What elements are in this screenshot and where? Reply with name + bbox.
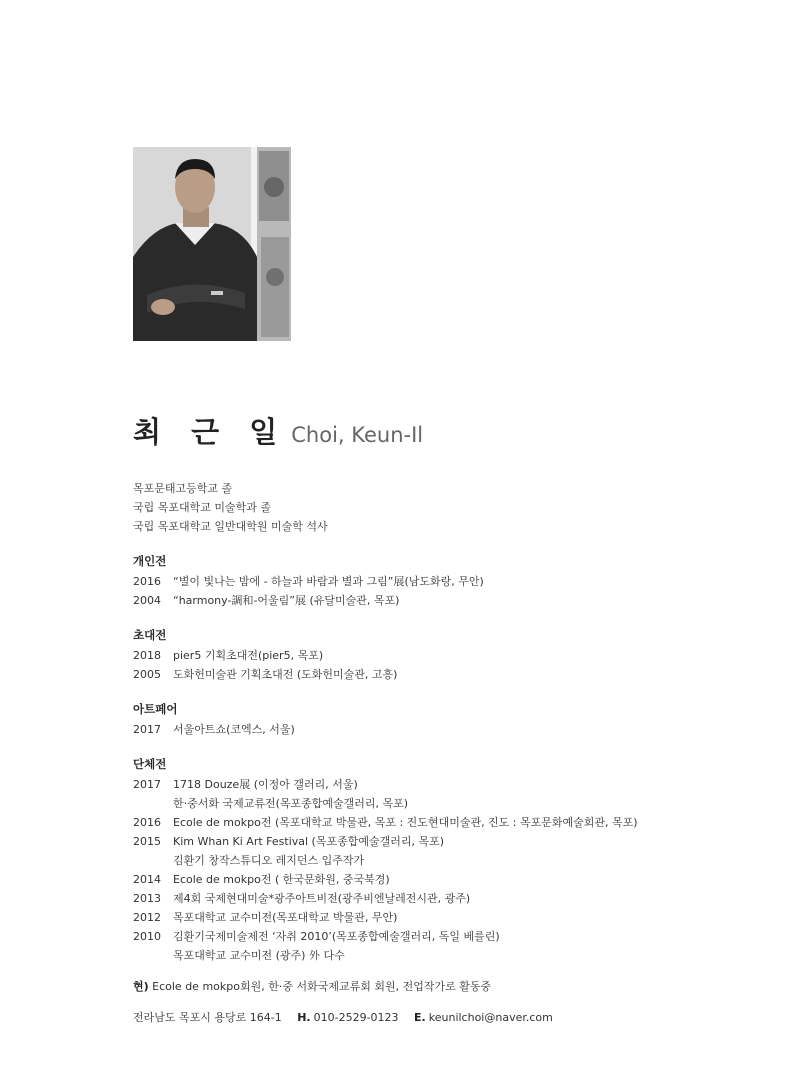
entry-year: 2016 — [133, 816, 161, 829]
section-invited-exhibitions — [133, 626, 773, 684]
current-text: Ecole de mokpo회원, 한·중 서화국제교류회 회원, 전업작가로 활동중 — [148, 980, 492, 993]
entry-text: 제4회 국제현대미술*광주아트비전(광주비엔날레전시관, 광주) — [173, 892, 471, 905]
current-status — [133, 977, 773, 996]
section-group-exhibitions — [133, 755, 773, 965]
section-title: 초대전 — [133, 628, 167, 642]
exhibition-entry — [133, 832, 773, 851]
entry-year: 2014 — [133, 873, 161, 886]
contact-info — [133, 1008, 773, 1027]
contact-email: keunilchoi@naver.com — [428, 1011, 553, 1024]
artist-name-korean: 최 근 일 — [133, 415, 288, 449]
exhibition-entry — [133, 870, 773, 889]
email-label: E. — [414, 1011, 426, 1024]
education-item: 목포문태고등학교 졸 — [133, 482, 233, 495]
exhibition-entry — [133, 927, 773, 946]
entry-text: “별이 빛나는 밤에 - 하늘과 바람과 별과 그림”展(남도화랑, 무안) — [173, 575, 484, 588]
entry-text: “harmony-調和-어울림”展 (유달미술관, 목포) — [173, 594, 400, 607]
entry-year: 2017 — [133, 723, 161, 736]
entry-year: 2015 — [133, 835, 161, 848]
entry-year — [133, 851, 173, 870]
contact-address: 전라남도 목포시 용당로 164-1 — [133, 1011, 282, 1024]
exhibition-entry — [133, 591, 773, 610]
entry-text: 1718 Douze展 (이정아 갤러리, 서울) — [173, 778, 358, 791]
entry-year: 2004 — [133, 594, 161, 607]
phone-label: H. — [297, 1011, 311, 1024]
entry-year: 2012 — [133, 911, 161, 924]
exhibition-entry — [133, 794, 773, 813]
entry-text: 김환기국제미술제전 ‘자취 2010’(목포종합예술갤러리, 독일 베를린) — [173, 930, 500, 943]
section-solo-exhibitions — [133, 552, 773, 610]
current-label: 현) — [133, 980, 149, 993]
entry-text: Ecole de mokpo전 (목포대학교 박물관, 목포 : 진도현대미술관, 진도 : 목포문화예술회관, 목포) — [173, 816, 638, 829]
artist-name-english: Choi, Keun-Il — [291, 423, 424, 447]
exhibition-entry — [133, 646, 773, 665]
entry-year: 2017 — [133, 778, 161, 791]
section-art-fairs — [133, 700, 773, 739]
exhibition-entry — [133, 889, 773, 908]
entry-text: Kim Whan Ki Art Festival (목포종합예술갤러리, 목포) — [173, 835, 445, 848]
education-item: 국립 목포대학교 미술학과 졸 — [133, 501, 272, 514]
entry-text: 서울아트쇼(코엑스, 서울) — [173, 723, 295, 736]
education-list — [133, 479, 773, 536]
entry-year: 2013 — [133, 892, 161, 905]
entry-text: 목포대학교 교수미전(목포대학교 박물관, 무안) — [173, 911, 398, 924]
entry-year: 2016 — [133, 575, 161, 588]
entry-text: Ecole de mokpo전 ( 한국문화원, 중국북경) — [173, 873, 390, 886]
entry-text: 목포대학교 교수미전 (광주) 外 다수 — [173, 949, 345, 962]
exhibition-entry — [133, 720, 773, 739]
exhibition-entry — [133, 813, 773, 832]
entry-year — [133, 794, 173, 813]
entry-year: 2018 — [133, 649, 161, 662]
artist-portrait-photo — [133, 147, 291, 341]
section-title: 단체전 — [133, 757, 167, 771]
section-title: 아트페어 — [133, 702, 178, 716]
entry-text: 김환기 창작스튜디오 레지던스 입주작가 — [173, 854, 365, 867]
entry-year: 2005 — [133, 668, 161, 681]
education-item: 국립 목포대학교 일반대학원 미술학 석사 — [133, 520, 328, 533]
entry-text: pier5 기획초대전(pier5, 목포) — [173, 649, 324, 662]
exhibition-entry — [133, 851, 773, 870]
artist-name — [133, 410, 423, 450]
exhibition-entry — [133, 946, 773, 965]
exhibition-entry — [133, 572, 773, 591]
entry-year — [133, 946, 173, 965]
exhibition-entry — [133, 775, 773, 794]
section-title: 개인전 — [133, 554, 167, 568]
contact-phone: 010-2529-0123 — [313, 1011, 399, 1024]
entry-text: 도화헌미술관 기획초대전 (도화헌미술관, 고흥) — [173, 668, 398, 681]
artist-profile — [133, 479, 773, 1027]
entry-text: 한·중서화 국제교류전(목포종합예술갤러리, 목포) — [173, 797, 409, 810]
exhibition-entry — [133, 665, 773, 684]
entry-year: 2010 — [133, 930, 161, 943]
exhibition-entry — [133, 908, 773, 927]
